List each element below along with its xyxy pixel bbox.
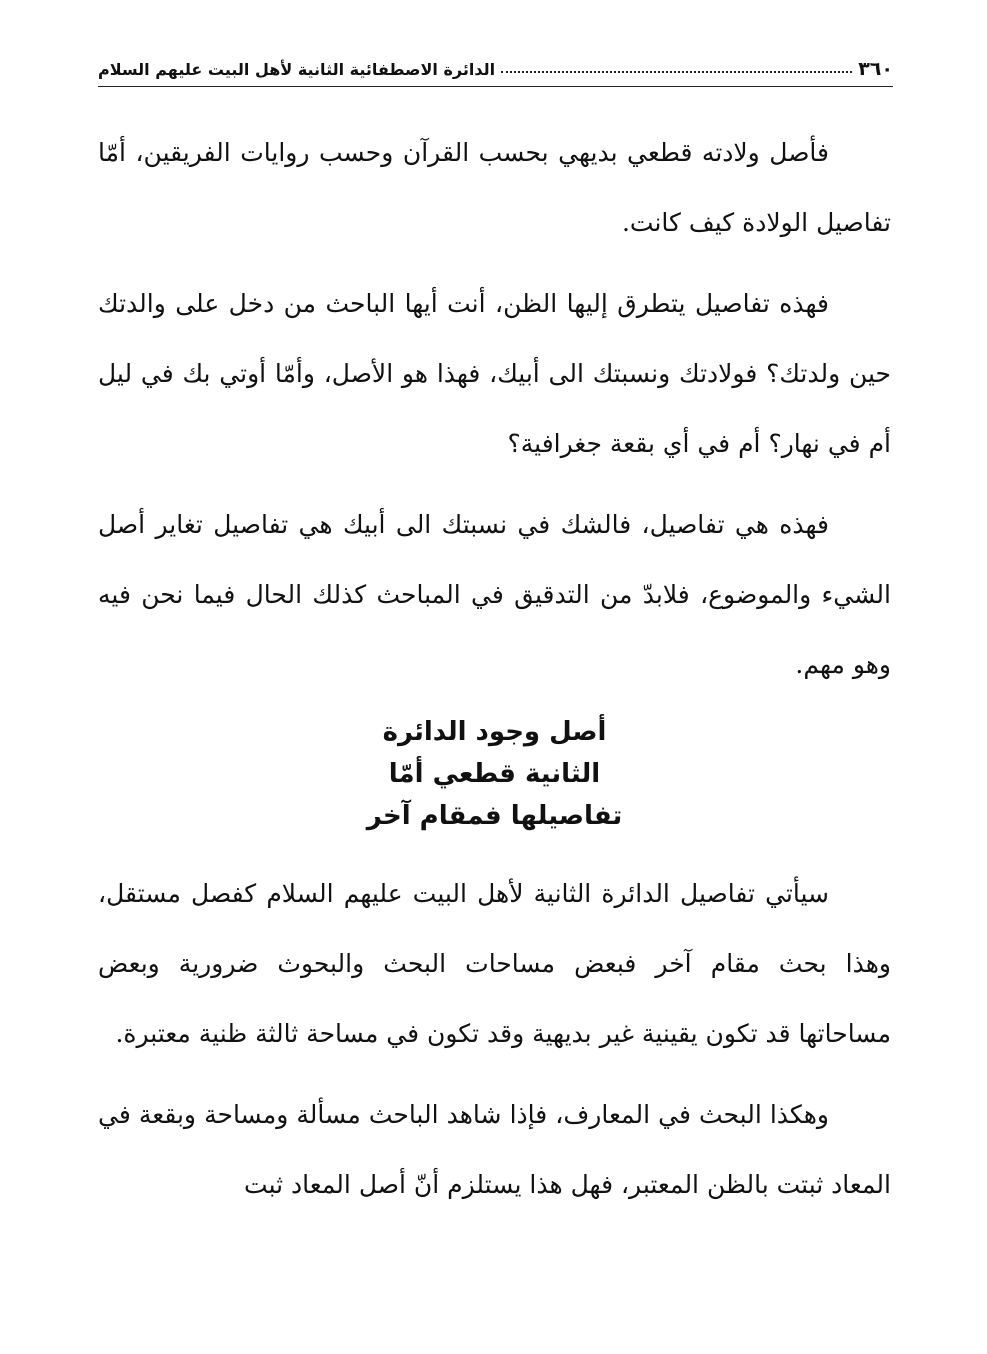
paragraph: فأصل ولادته قطعي بديهي بحسب القرآن وحسب روايات الفريقين، أمّا تفاصيل الولادة كيف كانت. xyxy=(98,138,891,237)
running-title: الدائرة الاصطفائية الثانية لأهل البيت عليهم السلام xyxy=(98,59,496,79)
section-heading-line: أصل وجود الدائرة xyxy=(382,717,607,747)
paragraph: فهذه تفاصيل يتطرق إليها الظن، أنت أيها الباحث من دخل على والدتك حين ولدتك؟ فولادتك ونسبتك الى أبيك، فهذا هو الأصل، وأمّا أوتي بك في ليل أم في نهار؟ أم في أي بقعة جغرافية؟ xyxy=(98,289,891,458)
dotted-leader xyxy=(501,71,852,73)
paragraph: وهكذا البحث في المعارف، فإذا شاهد الباحث مسألة ومساحة وبقعة في المعاد ثبتت بالظن المعتبر، فهل هذا يستلزم أنّ أصل المعاد ثبت xyxy=(98,1100,891,1199)
section-heading-line: الثانية قطعي أمّا xyxy=(388,759,601,789)
page-number: ٣٦٠ xyxy=(858,58,893,80)
section-heading-line: تفاصيلها فمقام آخر xyxy=(366,801,623,831)
paragraph: فهذه هي تفاصيل، فالشك في نسبتك الى أبيك هي تفاصيل تغاير أصل الشيء والموضوع، فلابدّ من التدقيق في المباحث كذلك الحال فيما نحن فيه وهو مهم. xyxy=(98,510,891,679)
body-text xyxy=(98,118,891,1231)
header-rule xyxy=(98,86,893,87)
paragraph: سيأتي تفاصيل الدائرة الثانية لأهل البيت عليهم السلام كفصل مستقل، وهذا بحث مقام آخر فبعض مساحات البحث والبحوث ضرورية وبعض مساحاتها قد تكون يقينية غير بديهية وقد تكون في مساحة ثالثة ظنية معتبرة. xyxy=(98,879,891,1048)
running-header xyxy=(98,52,893,86)
section-heading xyxy=(98,711,891,837)
